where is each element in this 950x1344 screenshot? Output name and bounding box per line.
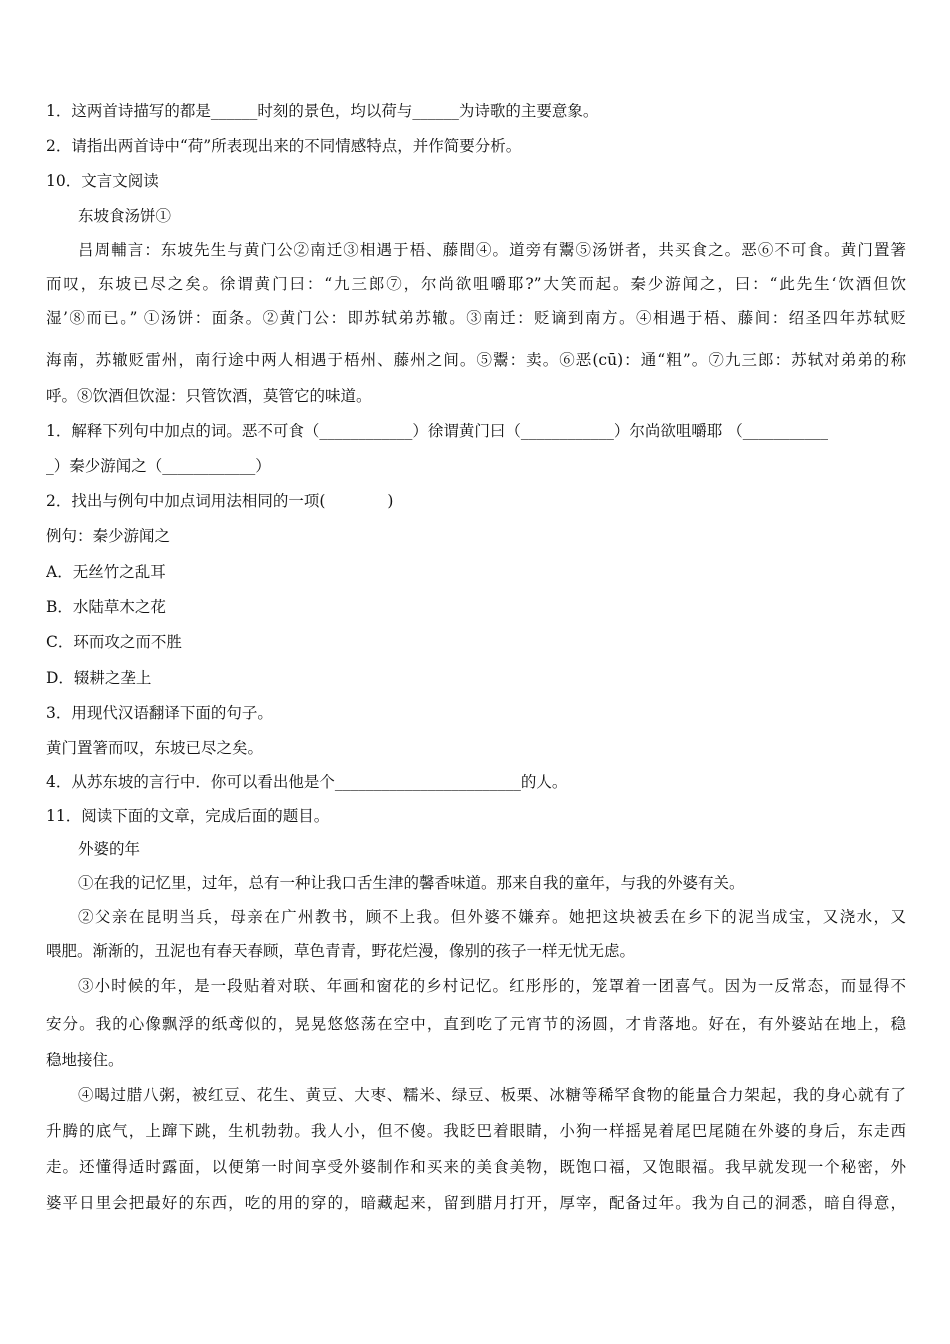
passage-line: 湿’⑧而已。” ①汤饼：面条。②黄门公：即苏轼弟苏辙。③南迁：贬谪到南方。④相遇于梧、藤间：绍圣四年苏轼贬 [46, 309, 906, 327]
question-1-explain-words: 1．解释下列句中加点的词。恶不可食（____________）徐谓黄门曰（____________）尔尚欲咀嚼耶 （___________ [46, 422, 829, 440]
passage-line: 吕周輔言：东坡先生与黄门公②南迁③相遇于梧、藤間④。道旁有鬻⑤汤饼者，共买食之。恶⑥不可食。黄门置箸 [78, 241, 906, 259]
option-b: B．水陆草木之花 [46, 598, 166, 616]
article-paragraph-4-cont: 升腾的底气，上蹿下跳，生机勃勃。我人小，但不傻。我眨巴着眼睛，小狗一样摇晃着尾巴尾随在外婆的身后，东走西 [46, 1122, 906, 1140]
passage-title: 东坡食汤饼① [78, 207, 172, 225]
article-paragraph-4-cont: 婆平日里会把最好的东西，吃的用的穿的，暗藏起来，留到腊月打开，厚宰，配备过年。我为自己的洞悉，暗自得意， [46, 1194, 906, 1212]
option-d: D．辍耕之垄上 [46, 669, 152, 687]
question-4-prompt: 4．从苏东坡的言行中．你可以看出他是个________________________的人。 [46, 773, 568, 791]
question-2-choice-prompt: 2．找出与例句中加点词用法相同的一项( ) [46, 492, 394, 510]
section-11-heading: 11．阅读下面的文章，完成后面的题目。 [46, 807, 330, 825]
article-paragraph-3-cont: 安分。我的心像飘浮的纸鸢似的，晃晃悠悠荡在空中，直到吃了元宵节的汤圆，才肯落地。好在，有外婆站在地上，稳 [46, 1015, 906, 1033]
article-paragraph-4-cont: 走。还懂得适时露面，以便第一时间享受外婆制作和买来的美食美物，既饱口福，又饱眼福。我早就发现一个秘密，外 [46, 1158, 906, 1176]
option-a: A．无丝竹之乱耳 [46, 563, 166, 581]
translation-sentence: 黄门置箸而叹，东坡已尽之矣。 [46, 739, 264, 757]
article-paragraph-2: ②父亲在昆明当兵，母亲在广州教书，顾不上我。但外婆不嫌弃。她把这块被丢在乡下的泥当成宝，又浇水，又 [78, 908, 906, 926]
option-c: C．环而攻之而不胜 [46, 633, 182, 651]
article-paragraph-3: ③小时候的年，是一段贴着对联、年画和窗花的乡村记忆。红彤彤的，笼罩着一团喜气。因为一反常态，而显得不 [78, 977, 906, 995]
passage-line: 呼。⑧饮酒但饮湿：只管饮酒，莫管它的味道。 [46, 387, 372, 405]
section-10-heading: 10．文言文阅读 [46, 172, 159, 190]
question-2-prompt: 2．请指出两首诗中“荷”所表现出来的不同情感特点，并作简要分析。 [46, 137, 522, 155]
example-sentence: 例句：秦少游闻之 [46, 527, 171, 545]
question-3-prompt: 3．用现代汉语翻译下面的句子。 [46, 704, 273, 722]
question-1-explain-words-cont: _）秦少游闻之（____________） [46, 457, 271, 475]
article-paragraph-3-end: 稳地接住。 [46, 1051, 124, 1069]
article-paragraph-4: ④喝过腊八粥，被红豆、花生、黄豆、大枣、糯米、绿豆、板栗、冰糖等稀罕食物的能量合力架起，我的身心就有了 [78, 1086, 906, 1104]
article-paragraph-1: ①在我的记忆里，过年，总有一种让我口舌生津的馨香味道。那来自我的童年，与我的外婆有关。 [78, 874, 745, 892]
article-paragraph-2-cont: 喂肥。渐渐的，丑泥也有春天春顾，草色青青，野花烂漫，像别的孩子一样无忧无虑。 [46, 942, 636, 960]
passage-line: 海南，苏辙贬雷州，南行途中两人相遇于梧州、藤州之间。⑤鬻：卖。⑥恶(cū)：通“粗”。⑦九三郎：苏轼对弟弟的称 [46, 351, 906, 369]
passage-line: 而叹，东坡已尽之矣。徐谓黄门曰：“九三郎⑦，尔尚欲咀嚼耶?”大笑而起。秦少游闻之，曰：“此先生‘饮酒但饮 [46, 275, 906, 293]
question-1-fill-blank: 1．这两首诗描写的都是______时刻的景色，均以荷与______为诗歌的主要意象。 [46, 102, 599, 120]
article-title: 外婆的年 [78, 840, 141, 858]
